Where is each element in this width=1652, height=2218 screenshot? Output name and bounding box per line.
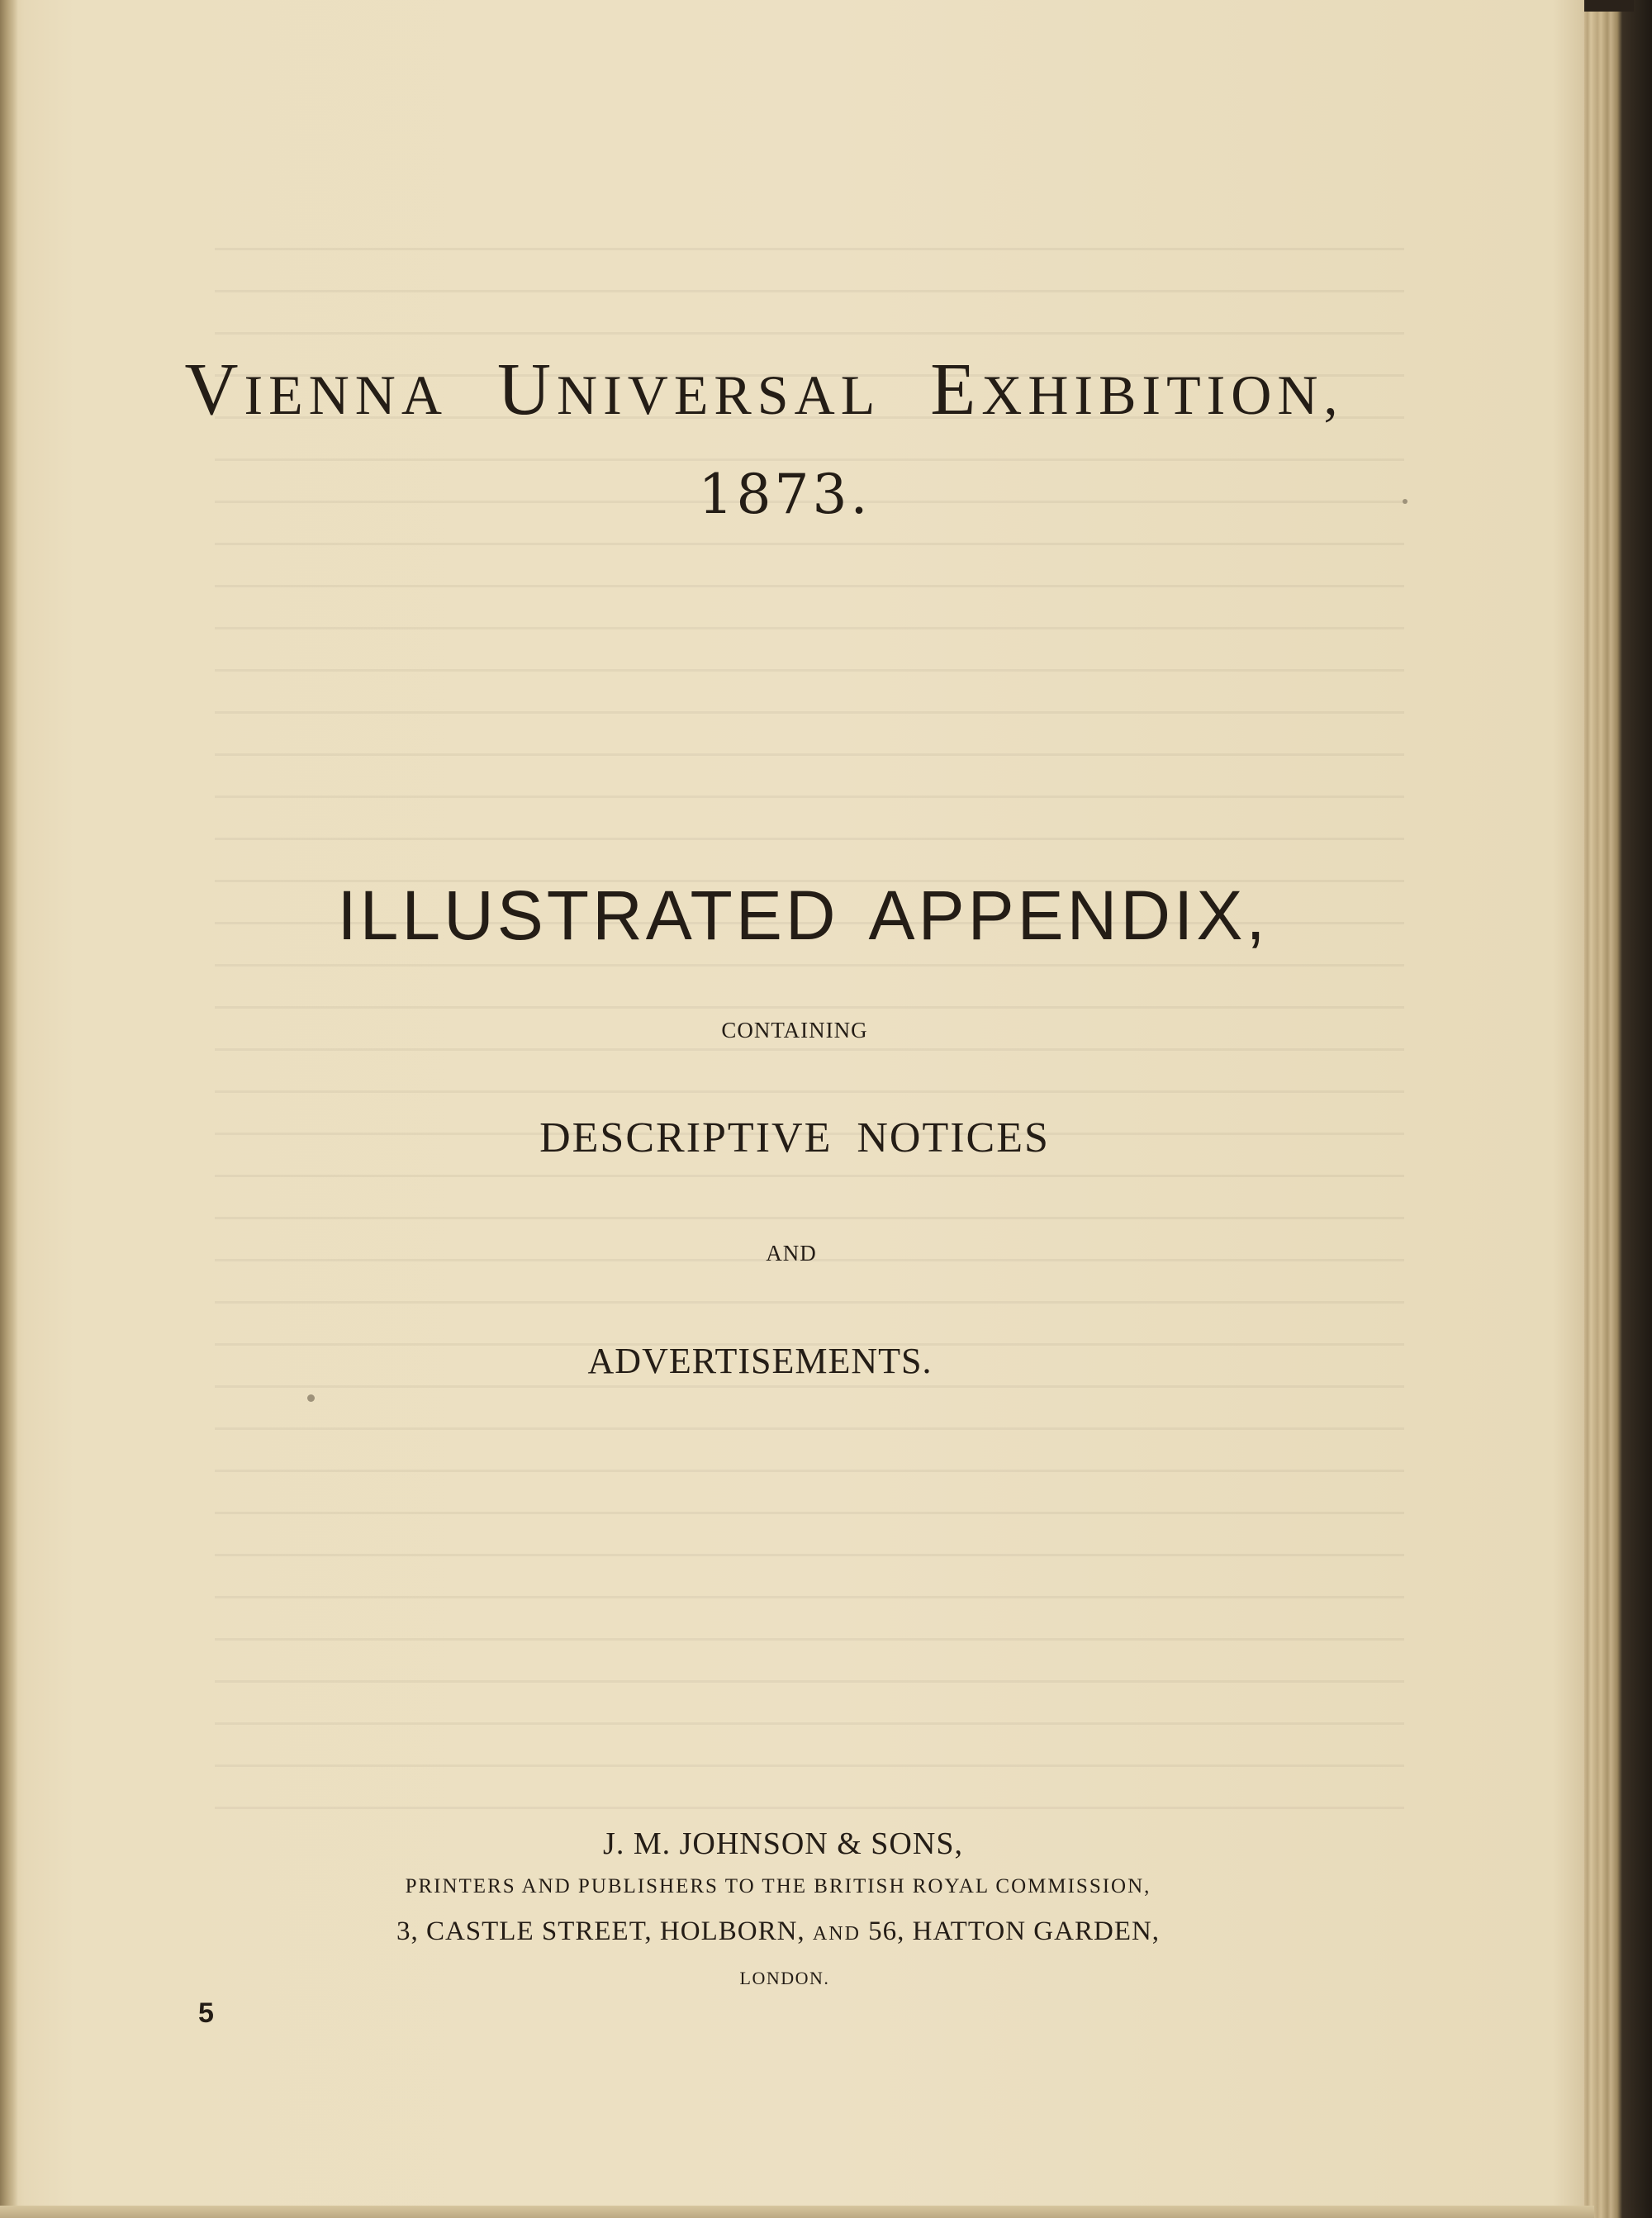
publisher-name: J. M. JOHNSON & SONS, xyxy=(603,1826,963,1861)
descriptive-notices-heading xyxy=(0,1114,1621,1162)
page-edges-top xyxy=(1584,0,1634,12)
page-folio-number: 5 xyxy=(198,1997,214,2029)
page-bottom-edge xyxy=(0,2206,1594,2218)
publisher-description: PRINTERS AND PUBLISHERS TO THE BRITISH ROYAL COMMISSION, xyxy=(405,1875,1151,1897)
title-word-vienna: IENNA xyxy=(244,363,449,426)
publisher-address xyxy=(0,1916,1604,1947)
publisher-city: LONDON. xyxy=(739,1968,830,1988)
appendix-word-appendix: APPENDIX, xyxy=(868,876,1269,954)
notices-word-descriptive: DESCRIPTIVE xyxy=(539,1114,833,1161)
title-initial-u: U xyxy=(497,349,558,430)
exhibition-title xyxy=(0,347,1590,432)
address-and: AND xyxy=(812,1923,861,1945)
notices-word-notices: NOTICES xyxy=(857,1114,1050,1161)
exhibition-year: 1873. xyxy=(698,463,871,526)
title-word-exhibition: XHIBITION, xyxy=(981,363,1344,426)
address-castle-street: 3, CASTLE STREET, HOLBORN, xyxy=(396,1916,805,1946)
and-label: AND xyxy=(766,1241,817,1266)
containing-label: CONTAINING xyxy=(721,1018,868,1043)
advertisements-heading: ADVERTISEMENTS. xyxy=(587,1341,933,1381)
title-initial-v: V xyxy=(184,349,244,430)
appendix-word-illustrated: ILLUSTRATED xyxy=(337,876,839,954)
paper-speck xyxy=(307,1394,315,1402)
title-initial-e: E xyxy=(930,349,982,430)
appendix-heading xyxy=(0,876,1629,956)
title-word-universal: NIVERSAL xyxy=(557,363,881,426)
address-hatton-garden: 56, HATTON GARDEN, xyxy=(868,1916,1161,1946)
